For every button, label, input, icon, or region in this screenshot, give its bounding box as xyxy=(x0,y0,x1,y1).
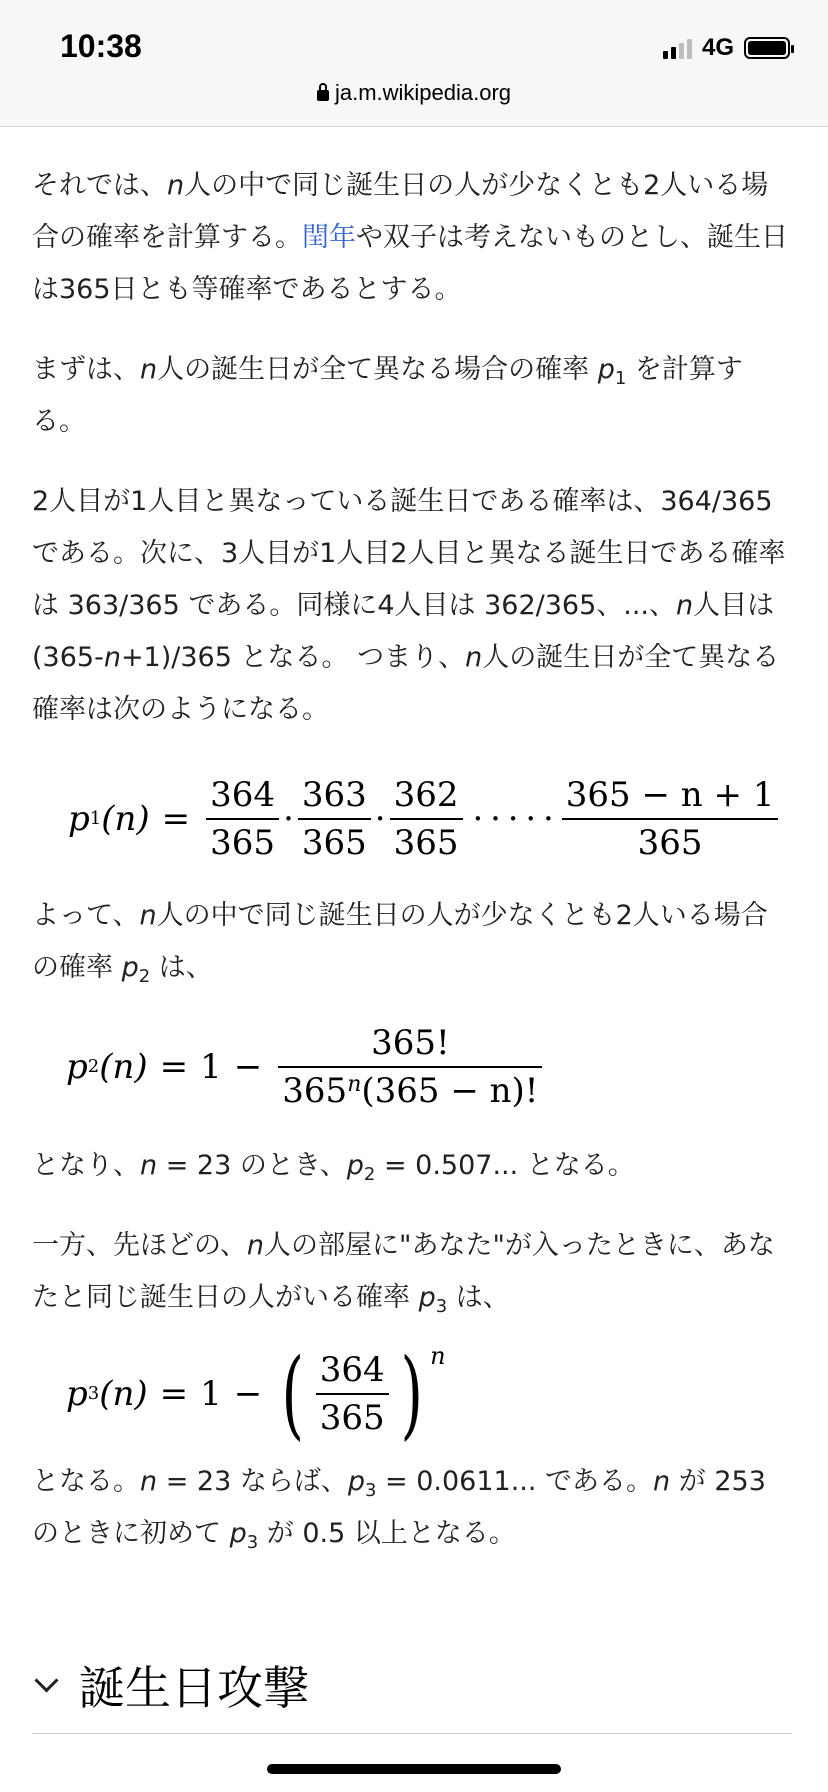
battery-icon xyxy=(744,37,790,59)
network-type: 4G xyxy=(701,34,734,61)
section-title: 誕生日攻撃 xyxy=(79,1661,309,1715)
home-indicator[interactable] xyxy=(267,1764,561,1774)
formula-p1: p 1 (n) = $\frac{364}{365}$ · $\frac{363}{365}$ · $\frac{362}{365}$ · · · · · $\frac{365 - n + 1}{365}$ xyxy=(68,772,792,866)
paragraph-p2-intro: よって、n人の中で同じ誕生日の人が少なくとも2人いる場合の確率 $p_2$ は、 xyxy=(32,900,768,987)
paragraph-derivation: 2人目が1人目と異なっている誕生日である確率は、364/365 である。次に、3人目が1人目2人目と異なる誕生日である確率は 363/365 である。同様に4人目は 362/365、...、n人目は (365-n+1)/365 となる。 つまり、n人の誕生日が全て異なる確率は次のようになる。 xyxy=(32,486,786,725)
lock-icon xyxy=(317,90,329,101)
fraction-363: $\frac{363}{365}$ xyxy=(298,772,371,866)
status-time: 10:38 xyxy=(60,28,142,64)
paragraph-intro: それでは、n人の中で同じ誕生日の人が少なくとも2人いる場合の確率を計算する。閏年や双子は考えないものとし、誕生日は365日とも等確率であるとする。 xyxy=(32,170,788,305)
article-content xyxy=(32,160,792,1588)
paragraph-p2-result: となり、n = 23 のとき、$p_2 = 0.507$... となる。 xyxy=(32,1150,635,1185)
paragraph-p3-result: となる。n = 23 ならば、$p_3 = 0.0611$... である。n が 253 のときに初めて $p_3$ が 0.5 以上となる。 xyxy=(32,1466,766,1553)
browser-top-bar xyxy=(0,0,828,127)
fraction-364: $\frac{364}{365}$ xyxy=(206,772,279,866)
fraction-362: $\frac{362}{365}$ xyxy=(390,772,463,866)
section-header-birthday-attack[interactable] xyxy=(32,1645,792,1734)
fraction-365-factorial: $\frac{365!}{365^n(365 - n)!}$ xyxy=(278,1020,542,1114)
formula-p2: p 2 (n) = 1 − $\frac{365!}{365^n(365 - n)!}$ xyxy=(66,1020,792,1114)
status-icons xyxy=(663,34,790,62)
cellular-signal-icon xyxy=(663,37,692,59)
paragraph-p1-intro: まずは、n人の誕生日が全て異なる場合の確率 $p_1$ を計算する。 xyxy=(32,354,743,437)
paragraph-p3-intro: 一方、先ほどの、n人の部屋に"あなた"が入ったときに、あなたと同じ誕生日の人がいる確率 $p_3$ は、 xyxy=(32,1230,775,1317)
formula-p3: p 3 (n) = 1 − ( $\frac{364}{365}$ ) n xyxy=(66,1338,446,1450)
url-text: ja.m.wikipedia.org xyxy=(334,80,512,105)
fraction-364-365: $\frac{364}{365}$ xyxy=(316,1347,389,1441)
address-bar[interactable] xyxy=(0,80,828,106)
fraction-last: $\frac{365 - n + 1}{365}$ xyxy=(562,772,779,866)
link-leap-year[interactable]: 閏年 xyxy=(302,222,356,253)
chevron-down-icon xyxy=(34,1668,58,1692)
